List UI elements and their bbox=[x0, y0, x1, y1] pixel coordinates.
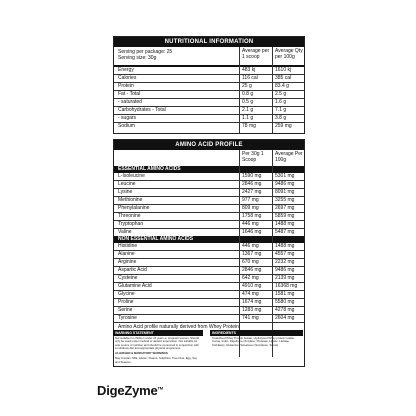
table-row bbox=[114, 291, 304, 298]
cell-v2: 385 cal bbox=[275, 75, 292, 81]
table-row bbox=[114, 99, 304, 106]
table-row bbox=[114, 197, 304, 204]
allergen-title: ALLERGEN & MANDATORY WARNINGS bbox=[115, 351, 168, 356]
table-row bbox=[114, 259, 304, 266]
cell-v1: 2846 mg bbox=[242, 267, 262, 273]
cell-label: Sodium bbox=[118, 123, 135, 129]
cell-v1: 1674 mg bbox=[242, 299, 262, 305]
amino-col2-header: Average Per 100g bbox=[275, 151, 303, 163]
cell-label: Aspartic Acid bbox=[118, 267, 147, 273]
cell-v1: 116 cal bbox=[242, 75, 258, 81]
cell-label: Threonine bbox=[118, 213, 141, 219]
essential-title: ESSENTIAL AMINO ACIDS bbox=[114, 166, 304, 173]
amino-column-headers bbox=[114, 150, 304, 166]
cell-label: Phenylalanine bbox=[118, 205, 150, 211]
table-row bbox=[114, 189, 304, 196]
cell-label: Energy bbox=[118, 67, 134, 73]
nutrition-column-headers bbox=[114, 47, 304, 65]
cell-v2: 4278 mg bbox=[275, 307, 295, 313]
cell-v1: 1590 mg bbox=[242, 173, 262, 179]
nutrition-panel bbox=[113, 36, 305, 134]
cell-v2: 2232 mg bbox=[275, 259, 295, 265]
cell-v1: 0.5 g bbox=[242, 99, 254, 105]
cell-v2: 1.6 g bbox=[275, 99, 287, 105]
table-row bbox=[114, 221, 304, 228]
cell-label: Histidine bbox=[118, 243, 138, 249]
cell-v1: 1367 mg bbox=[242, 251, 262, 257]
cell-v2: 4557 mg bbox=[275, 251, 295, 257]
logo-mark: TM bbox=[157, 385, 163, 391]
warning-title: WARNING STATEMENT bbox=[113, 331, 203, 336]
cell-label: Lysine bbox=[118, 189, 133, 195]
cell-label: L-Isoleucine bbox=[118, 173, 145, 179]
cell-v1: 25 g bbox=[242, 83, 252, 89]
serving-size: Serving size: 30g bbox=[118, 55, 157, 61]
cell-label: Carbohydrates - Total bbox=[118, 107, 166, 113]
table-row bbox=[114, 107, 304, 114]
cell-v2: 7.1 g bbox=[275, 107, 287, 113]
col2-header: Average Qty per 100g bbox=[275, 48, 303, 60]
cell-v2: 2604 mg bbox=[275, 315, 295, 321]
nutrition-rows bbox=[114, 67, 304, 130]
cell-v1: 446 mg bbox=[242, 221, 259, 227]
table-row bbox=[114, 173, 304, 180]
ingredients-text: Instantised Whey Protein Isolate, Hydrolysed Whey protein Isolate, Cocoa, Inulin, DigeZyme (Amylase, Protease, Lipase, Lactase, Cellulase), Glutamine, Sweetener (Sucralose, Stevia). bbox=[212, 336, 295, 347]
cell-label: Valine bbox=[118, 229, 132, 235]
cell-v2: 3.8 g bbox=[275, 115, 287, 121]
table-row bbox=[114, 205, 304, 212]
table-row bbox=[114, 181, 304, 188]
cell-label: - sugars bbox=[118, 115, 137, 121]
cell-v1: 977 mg bbox=[242, 197, 259, 203]
cell-v2: 2697 mg bbox=[275, 205, 295, 211]
table-row bbox=[114, 243, 304, 250]
cell-v2: 2.5 g bbox=[275, 91, 287, 97]
table-row bbox=[114, 275, 304, 282]
cell-label: Proline bbox=[118, 299, 134, 305]
table-row bbox=[114, 91, 304, 98]
cell-v1: 483 kj bbox=[242, 67, 256, 73]
cell-v1: 446 mg bbox=[242, 243, 259, 249]
table-row bbox=[114, 283, 304, 290]
cell-label: Methionine bbox=[118, 197, 143, 203]
nonessential-rows bbox=[114, 243, 304, 322]
cell-v1: 474 mg bbox=[242, 291, 259, 297]
col1-header: Average per 1 scoop bbox=[242, 48, 270, 60]
cell-v1: 670 mg bbox=[242, 259, 259, 265]
cell-v1: 4910 mg bbox=[242, 283, 262, 289]
warning-box bbox=[113, 330, 203, 389]
cell-label: Arginine bbox=[118, 259, 137, 265]
logo-text: DigeZyme bbox=[97, 383, 158, 398]
cell-v1: 1758 mg bbox=[242, 213, 262, 219]
amino-col1-header: Per 30g 1 Scoop bbox=[242, 151, 264, 163]
table-row bbox=[114, 229, 304, 236]
bottom-info bbox=[113, 330, 303, 390]
cell-label: Cysteine bbox=[118, 275, 138, 281]
cell-v2: 5580 mg bbox=[275, 299, 295, 305]
ingredients-title: INGREDIENTS bbox=[210, 331, 303, 336]
cell-v1: 741 mg bbox=[242, 315, 259, 321]
amino-title: AMINO ACID PROFILE bbox=[114, 140, 304, 150]
cell-v1: 1.1 g bbox=[242, 115, 254, 121]
digezyme-logo bbox=[97, 383, 163, 398]
cell-v1: 2.1 g bbox=[242, 107, 254, 113]
cell-label: Tryptophan bbox=[118, 221, 144, 227]
cell-v1: 2427 mg bbox=[242, 189, 262, 195]
cell-v2: 5301 mg bbox=[275, 173, 295, 179]
cell-v2: 83.4 g bbox=[275, 83, 289, 89]
cell-v1: 809 mg bbox=[242, 205, 259, 211]
nutrition-title: NUTRITIONAL INFORMATION bbox=[114, 37, 304, 47]
essential-rows bbox=[114, 173, 304, 236]
table-row bbox=[114, 83, 304, 90]
cell-label: Serine bbox=[118, 307, 133, 313]
cell-v2: 1581 mg bbox=[275, 291, 295, 297]
cell-v2: 8091 mg bbox=[275, 189, 295, 195]
cell-v2: 259 mg bbox=[275, 123, 292, 129]
cell-label: Fat - Total bbox=[118, 91, 141, 97]
table-row bbox=[114, 307, 304, 314]
ingredients-box bbox=[210, 330, 303, 389]
amino-footnote: Amino Acid profile naturally derived from Whey Protein bbox=[118, 324, 239, 330]
table-row bbox=[114, 267, 304, 274]
cell-v2: 5859 mg bbox=[275, 213, 295, 219]
cell-label: Glycine bbox=[118, 291, 135, 297]
table-row bbox=[114, 315, 304, 322]
cell-v2: 1488 mg bbox=[275, 221, 295, 227]
table-row bbox=[114, 213, 304, 220]
cell-label: Tyrosine bbox=[118, 315, 137, 321]
cell-label: Glutamine Acid bbox=[118, 283, 152, 289]
cell-v1: 0.8 g bbox=[242, 91, 254, 97]
cell-v2: 9486 mg bbox=[275, 181, 295, 187]
cell-label: Calories bbox=[118, 75, 137, 81]
cell-v2: 16368 mg bbox=[275, 283, 298, 289]
cell-label: Alanine bbox=[118, 251, 135, 257]
cell-v2: 1610 kj bbox=[275, 67, 292, 73]
cell-label: Leucine bbox=[118, 181, 136, 187]
cell-label: - saturated bbox=[118, 99, 142, 105]
warning-text: Not suitable for children under 15 years or pregnant women. Should only be used under medical or dietetic supervision. Not suitable as sole source of nutrition and should be consumed in conjunction with a nutritious diet and appropriate physical programme. bbox=[115, 336, 199, 350]
table-row bbox=[114, 123, 304, 130]
nonessential-title: NON ESSENTIAL AMINO ACIDS bbox=[114, 236, 304, 243]
table-row bbox=[114, 67, 304, 74]
table-row bbox=[114, 115, 304, 122]
cell-v2: 2139 mg bbox=[275, 275, 295, 281]
servings-per-package: Serving per package: 25 bbox=[118, 49, 173, 55]
cell-v1: 2846 mg bbox=[242, 181, 262, 187]
cell-v1: 78 mg bbox=[242, 123, 256, 129]
table-row bbox=[114, 299, 304, 306]
cell-v2: 1488 mg bbox=[275, 243, 295, 249]
table-row bbox=[114, 251, 304, 258]
cell-v1: 642 mg bbox=[242, 275, 259, 281]
cell-v2: 3255 mg bbox=[275, 197, 295, 203]
allergen-text: May Contain: Milk, Gluten, Peanut, Sulphites, Tree Nuts, Egg, Soy and Sesame. bbox=[115, 356, 198, 364]
cell-v1: 1283 mg bbox=[242, 307, 262, 313]
cell-label: Protein bbox=[118, 83, 134, 89]
cell-v2: 5487 mg bbox=[275, 229, 295, 235]
cell-v1: 1646 mg bbox=[242, 229, 262, 235]
cell-v2: 9486 mg bbox=[275, 267, 295, 273]
table-row bbox=[114, 75, 304, 82]
